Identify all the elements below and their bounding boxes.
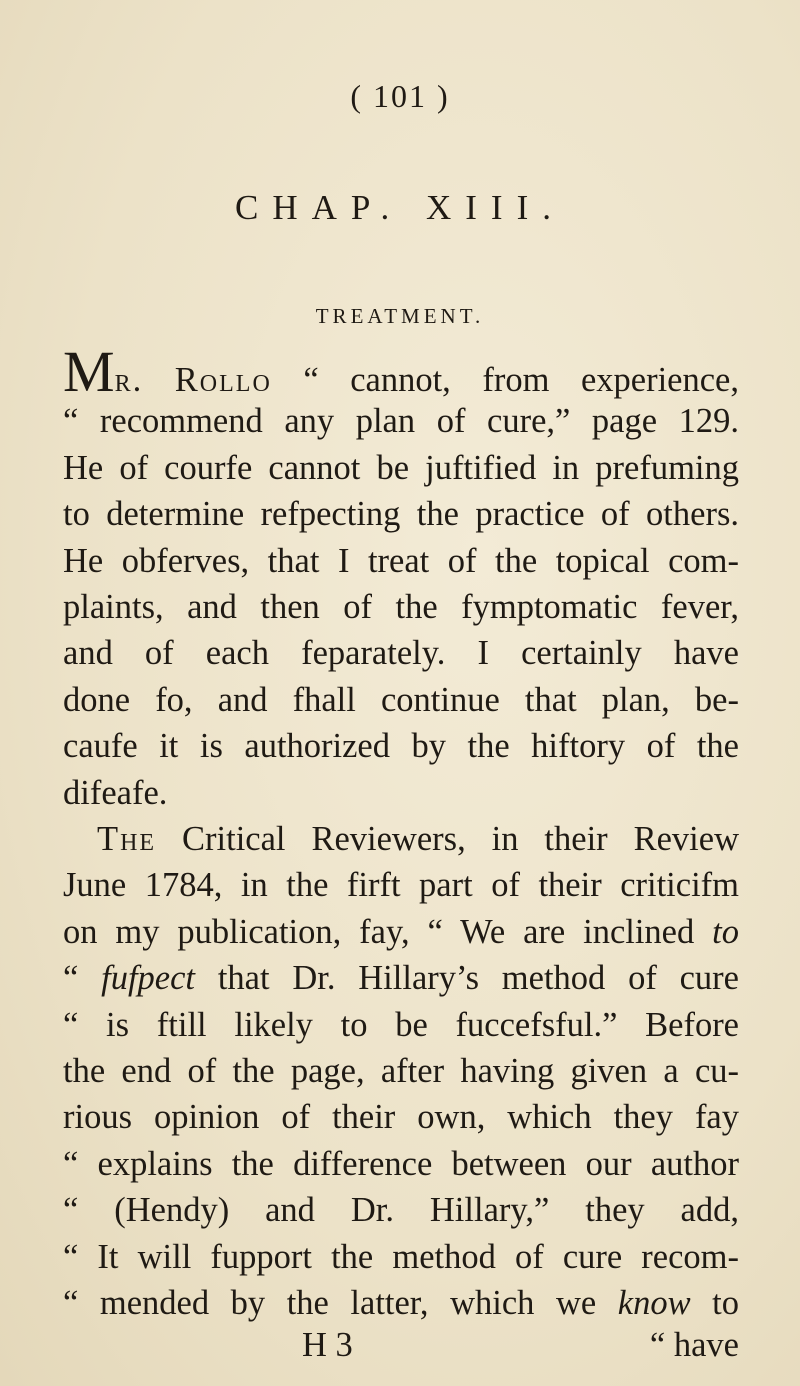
paragraph-line — [63, 955, 739, 1001]
quote-mark: “ — [63, 959, 102, 998]
paragraph-line: June 1784, in the firft part of their criticifm — [63, 866, 739, 905]
paragraph-line: plaints, and then of the fymptomatic fever, — [63, 587, 739, 626]
paragraph-line: “ is ftill likely to be fuccefsful.” Before — [63, 1005, 739, 1044]
paragraph-line: He obferves, that I treat of the topical com- — [63, 541, 739, 580]
line-text: on my publication, fay, “ We are inclined — [63, 912, 713, 951]
author-name: Rollo — [174, 361, 272, 399]
first-word-rest: r. — [114, 361, 144, 399]
paragraph-line: caufe it is authorized by the hiftory of the — [63, 727, 739, 766]
paragraph-line: He of courfe cannot be juftified in prefuming — [63, 448, 739, 487]
line-text: “ cannot, from experience, — [271, 361, 739, 399]
italic-word: to — [712, 912, 739, 951]
section-title: TREATMENT. — [315, 304, 485, 328]
paragraph-line — [63, 1280, 739, 1326]
paragraph-line: done fo, and fhall continue that plan, be- — [63, 680, 739, 719]
paragraph-line: “ (Hendy) and Dr. Hillary,” they add, — [63, 1191, 739, 1230]
paragraph-line: difeafe. — [63, 773, 168, 812]
line-text: Critical Reviewers, in their Review — [156, 820, 739, 858]
paragraph-line: and of each feparately. I certainly have — [63, 634, 739, 673]
page-footer — [63, 1326, 739, 1372]
paragraph-line: rious opinion of their own, which they fay — [63, 1098, 739, 1137]
paragraph-line: “ It will fupport the method of cure recom- — [63, 1237, 739, 1276]
paragraph-line — [63, 339, 739, 404]
line-text: “ mended by the latter, which we — [63, 1283, 618, 1322]
italic-word: fufpect — [101, 959, 196, 998]
lead-word: The — [97, 820, 157, 858]
signature-mark: H 3 — [302, 1326, 353, 1364]
italic-word: know — [617, 1283, 691, 1322]
paragraph-line: “ explains the difference between our author — [63, 1144, 739, 1183]
paragraph-line: the end of the page, after having given a cu- — [63, 1051, 739, 1090]
page-number: ( 101 ) — [350, 78, 450, 114]
line-text: to — [690, 1283, 739, 1322]
paragraph-line — [63, 909, 739, 955]
paragraph-line: “ recommend any plan of cure,” page 129. — [63, 402, 739, 441]
catchword: “ have — [649, 1326, 739, 1364]
paragraph-1 — [63, 339, 739, 816]
paragraph-line: to determine refpecting the practice of others. — [63, 495, 739, 534]
paragraph-2 — [63, 816, 739, 1326]
paragraph-line — [63, 816, 739, 862]
drop-cap: M — [63, 339, 115, 404]
chapter-heading: CHAP. XIII. — [235, 188, 565, 227]
line-text: that Dr. Hillary’s method of cure — [195, 959, 739, 998]
